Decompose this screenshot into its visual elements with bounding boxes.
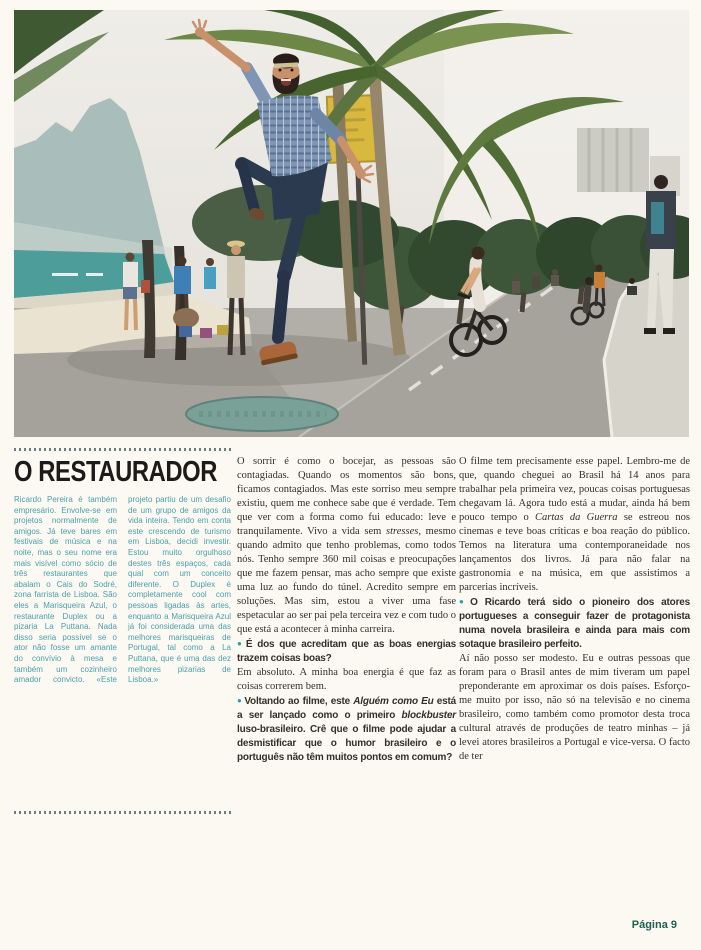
intro-column: [14, 448, 231, 814]
intro-text: Ricardo Pereira é também empresário. Envolve-se em projetos normalmente de amigos. Já teve bares em festivais de música e na noite, mas o seu nome era mais visível como sócio de três restaurantes que abalam o Cais do Sodré, zona farrista de Lisboa. São eles a Marisqueira Azul, o restaurante Duplex ou a pizaria La Puttana. Nada disso seria possível se o ator não fosse um amante do convívio à mesa e também um cozinheiro amador convicto. «Este projeto partiu de um desafio de um grupo de amigos da vida inteira. Tendo em conta este crescendo de turismo em Lisboa, decidi investir. Estou muito orgulhoso destes três espaços, cada qual com um conceito diferente. O Duplex é completamente cool com pessoas ligadas às artes, enquanto a Marisqueira Azul já foi considerada uma das melhores marisqueiras de Portugal, tal como a La Puttana, que é uma das dez melhores pizarias de Lisboa.»: [14, 495, 231, 685]
beach-promenade-scene: [14, 10, 689, 437]
tree-shadow: [67, 334, 411, 386]
interview-answer: Em absoluto. A minha boa energia é que faz as coisas correrem bem.: [237, 667, 456, 692]
photo-credit-marks: [52, 273, 103, 276]
interview-answer: O filme tem precisamente esse papel. Lembro-me de que, quando cheguei ao Brasil há 14 anos para trabalhar pela primeira vez, poucas coisas portuguesas chegavam lá. Agora tudo está a mudar, ainda há bem pouco tempo o Cartas da Guerra se estreou nos cinemas e teve boas críticas e boa reação do público. Temos na literatura uma contemporaneidade nos lançamentos dos livros. Já para não falar na gastronomia e na música, em que assistimos a parcerias incríveis.: [459, 456, 691, 593]
dotted-rule-top: [14, 448, 231, 451]
interview-question: ● Voltando ao filme, este Alguém como Eu está a ser lançado como o primeiro blockbuster luso-brasileiro. Crê que o filme pode ajudar a desmistificar que o humor brasileiro e o português não têm muitos pontos em comum?: [237, 696, 457, 763]
question-bullet-icon: ●: [237, 696, 243, 705]
question-bullet-icon: ●: [237, 639, 244, 648]
interview-answer: O sorrir é como o bocejar, as pessoas são contagiadas. Quando os momentos são bons, ficamos contagiados. Mas este sorriso meu sempre existiu, quem me conhece sabe que é verdade. Tem que ver com a forma como fui educado: leve e tranquilamente. Vivo a vida sem stresses, mesmo quando admito que tenho problemas, como todos nós. Tenho sempre 360 mil coisas e preocupações que me fazem pensar, mas acho sempre que existe uma luz ao fundo do túnel. Acredito sempre em soluções. Mas sim, estou a viver uma fase espetacular ao ser pai pela terceira vez e com tudo o que está a acontecer à minha carreira.: [237, 456, 456, 635]
column-right: [459, 455, 690, 764]
interview-answer: Aí não posso ser modesto. Eu e outras pessoas que foram para o Brasil antes de mim tiveram um papel preponderante em aproximar os dois países. Esforço-me muito por isso, não só na televisão e no cinema brasileiro, como também como promotor desta troca cultural através de produções de teatro minhas – já levei atores brasileiros a Portugal e vice-versa. O facto de ter: [459, 653, 690, 762]
question-bullet-icon: ●: [459, 597, 469, 606]
interview-question: ● O Ricardo terá sido o pioneiro dos atores portugueses a conseguir fazer de protagonista numa novela brasileira e ainda para mais com sotaque brasileiro perfeito.: [459, 597, 690, 650]
manhole-cover: [186, 397, 338, 431]
column-middle: [237, 455, 456, 765]
headline-text: O RESTAURADOR: [14, 456, 217, 488]
hero-photo: [14, 10, 689, 437]
interview-question: ● É dos que acreditam que as boas energias trazem coisas boas?: [237, 639, 456, 664]
dotted-rule-bottom: [14, 811, 231, 814]
page-number: Página 9: [631, 919, 677, 931]
headline: [14, 458, 231, 487]
